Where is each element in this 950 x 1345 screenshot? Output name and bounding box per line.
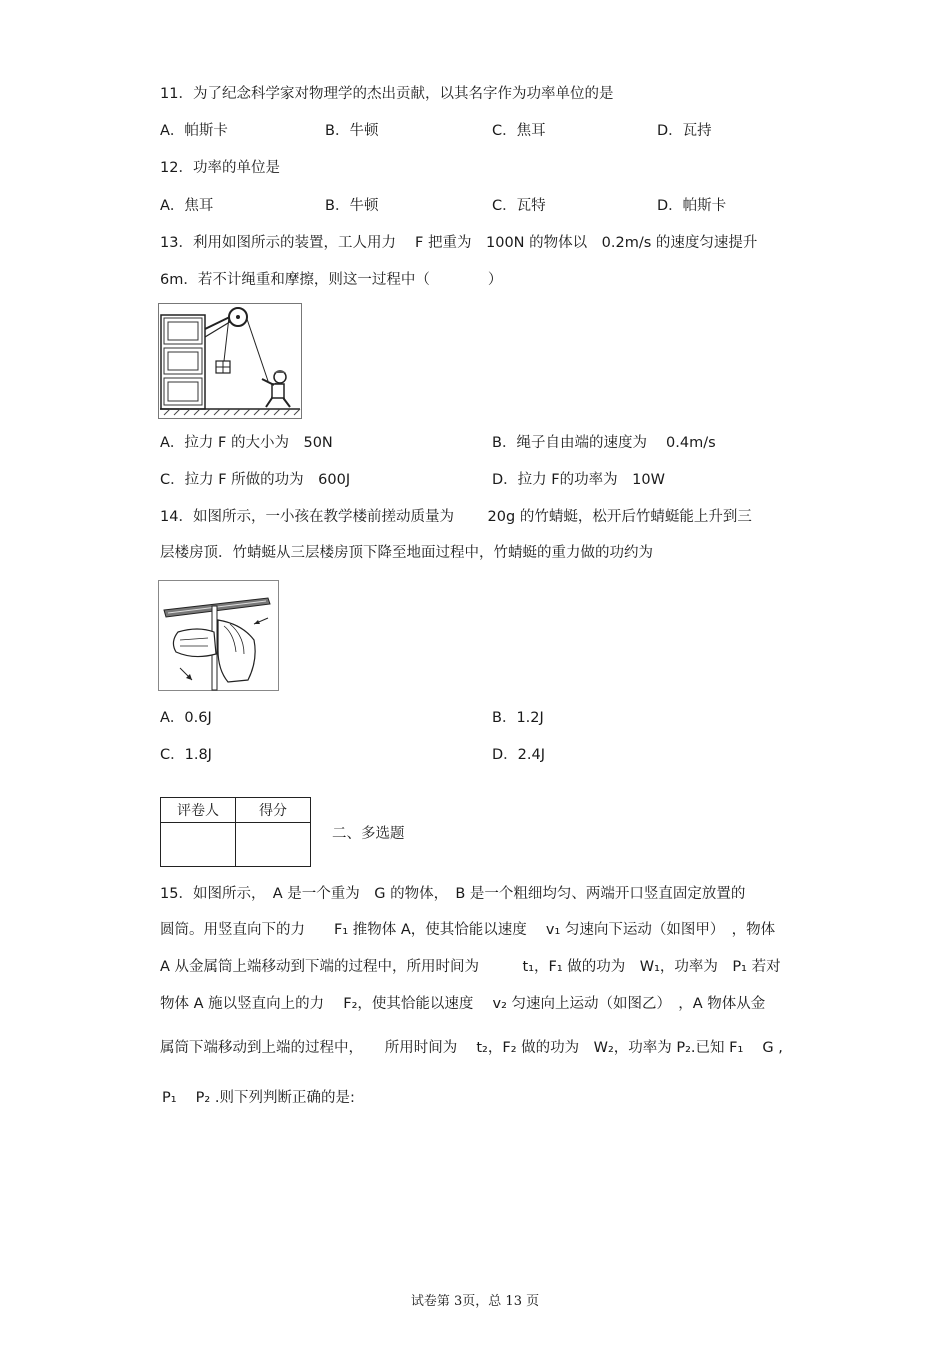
q15-line2: 圆筒。用竖直向下的力 F₁ 推物体 A，使其恰能以速度 v₁ 匀速向下运动（如图甲） ，物体 bbox=[160, 922, 776, 938]
q12-option-a[interactable]: A．焦耳 bbox=[160, 198, 214, 214]
q13-option-a[interactable]: A．拉力 F 的大小为 50N bbox=[160, 435, 333, 451]
q11-option-c[interactable]: C．焦耳 bbox=[492, 123, 546, 139]
q14-option-c[interactable]: C．1.8J bbox=[160, 747, 212, 763]
q14-option-d[interactable]: D．2.4J bbox=[492, 747, 546, 763]
q13-stem-line2: 6m．若不计绳重和摩擦，则这一过程中（ ） bbox=[160, 272, 503, 288]
q13-option-c[interactable]: C．拉力 F 所做的功为 600J bbox=[160, 472, 351, 488]
q13-pulley-figure bbox=[158, 303, 302, 419]
grader-cell[interactable] bbox=[161, 823, 236, 867]
q11-option-d[interactable]: D．瓦持 bbox=[657, 123, 712, 139]
q14-bamboo-dragonfly-figure bbox=[158, 580, 279, 691]
q12-option-b[interactable]: B．牛顿 bbox=[325, 198, 379, 214]
q15-line4: 物体 A 施以竖直向上的力 F₂，使其恰能以速度 v₂ 匀速向上运动（如图乙） ，A 物体从金 bbox=[160, 996, 766, 1012]
q15-line6: P₁ P₂ .则下列判断正确的是: bbox=[162, 1090, 355, 1106]
page-footer: 试卷第 3页，总 13 页 bbox=[410, 1294, 540, 1309]
q14-stem-line2: 层楼房顶．竹蜻蜓从三层楼房顶下降至地面过程中，竹蜻蜓的重力做的功约为 bbox=[160, 545, 653, 561]
q11-option-a[interactable]: A．帕斯卡 bbox=[160, 123, 228, 139]
q14-option-b[interactable]: B．1.2J bbox=[492, 710, 544, 726]
q14-stem-line1: 14．如图所示，一小孩在教学楼前搓动质量为 20g 的竹蜻蜓，松开后竹蜻蜓能上升到三 bbox=[160, 509, 752, 525]
section-title: 二、多选题 bbox=[332, 826, 405, 842]
q11-option-b[interactable]: B．牛顿 bbox=[325, 123, 379, 139]
grader-header: 评卷人 bbox=[161, 798, 236, 823]
q12-option-d[interactable]: D．帕斯卡 bbox=[657, 198, 727, 214]
q15-line3: A 从金属筒上端移动到下端的过程中，所用时间为 t₁，F₁ 做的功为 W₁，功率为 P₁ 若对 bbox=[160, 959, 781, 975]
q15-line1: 15．如图所示， A 是一个重为 G 的物体， B 是一个粗细均匀、两端开口竖直固定放置的 bbox=[160, 886, 746, 902]
score-cell[interactable] bbox=[236, 823, 311, 867]
q14-option-a[interactable]: A．0.6J bbox=[160, 710, 212, 726]
score-table bbox=[160, 797, 311, 867]
q12-stem: 12．功率的单位是 bbox=[160, 160, 280, 176]
score-header: 得分 bbox=[236, 798, 311, 823]
q11-stem: 11．为了纪念科学家对物理学的杰出贡献，以其名字作为功率单位的是 bbox=[160, 86, 614, 102]
q13-option-d[interactable]: D．拉力 F的功率为 10W bbox=[492, 472, 665, 488]
q13-stem-line1: 13．利用如图所示的装置，工人用力 F 把重为 100N 的物体以 0.2m/s 的速度匀速提升 bbox=[160, 235, 758, 251]
q15-line5: 属筒下端移动到上端的过程中， 所用时间为 t₂，F₂ 做的功为 W₂，功率为 P₂.已知 F₁ G , bbox=[160, 1040, 783, 1056]
q12-option-c[interactable]: C．瓦特 bbox=[492, 198, 546, 214]
q13-option-b[interactable]: B．绳子自由端的速度为 0.4m/s bbox=[492, 435, 716, 451]
